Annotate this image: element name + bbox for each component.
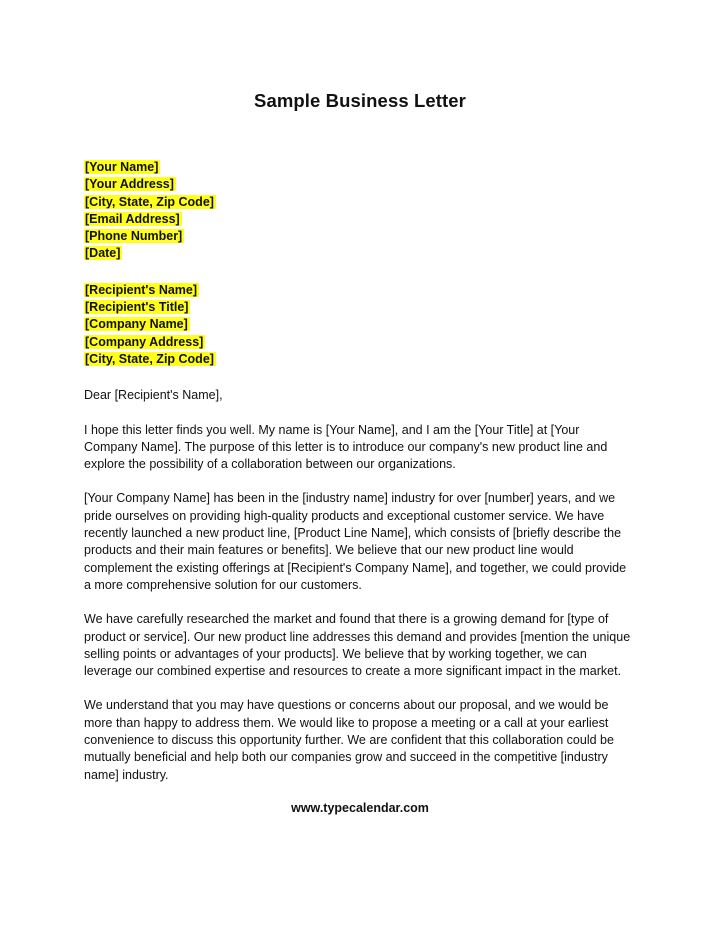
recipient-line — [84, 316, 636, 333]
sender-address: [Your Address] — [85, 177, 174, 192]
sender-email: [Email Address] — [85, 211, 180, 226]
sender-line — [84, 245, 636, 262]
body-paragraph-intro: I hope this letter finds you well. My name is [Your Name], and I am the [Your Title] at [Your Company Name]. The purpose of this letter is to introduce our company's new product line and explore the possibility of a collaboration between our organizations. — [84, 422, 608, 472]
sender-phone: [Phone Number] — [85, 229, 183, 244]
letter-date: [Date] — [85, 246, 121, 261]
recipient-block — [84, 282, 636, 368]
recipient-company-name: [Company Name] — [85, 317, 188, 332]
recipient-line — [84, 299, 636, 316]
body-paragraph-closing: We understand that you may have questions or concerns about our proposal, and we would be more than happy to address them. We would like to propose a meeting or a call at your earliest convenience to discuss this opportunity further. We are confident that this collaboration could be mutually beneficial and help both our companies grow and succeed in the competitive [industry name] industry. — [84, 698, 614, 782]
recipient-name: [Recipient's Name] — [85, 282, 198, 297]
recipient-line — [84, 351, 636, 368]
recipient-company-address: [Company Address] — [85, 334, 204, 349]
recipient-city-state-zip: [City, State, Zip Code] — [85, 351, 214, 366]
body-paragraph-company: [Your Company Name] has been in the [industry name] industry for over [number] years, and we pride ourselves on providing high-quality products and exceptional customer service. We have recently launched a new product line, [Product Line Name], which consists of [briefly describe the products and their main features or benefits]. We believe that our new product line would complement the existing offerings at [Recipient's Company Name], and together, we could provide a more comprehensive solution for our customers. — [84, 491, 627, 592]
sender-line — [84, 176, 636, 193]
recipient-line — [84, 282, 636, 299]
sender-line — [84, 194, 636, 211]
sender-line — [84, 228, 636, 245]
recipient-title: [Recipient's Title] — [85, 300, 189, 315]
salutation: Dear [Recipient's Name], — [84, 388, 223, 403]
sender-line — [84, 159, 636, 176]
sender-line — [84, 211, 636, 228]
footer-website: www.typecalendar.com — [291, 800, 429, 815]
body-paragraph-market: We have carefully researched the market and found that there is a growing demand for [type of product or service]. Our new product line addresses this demand and provides [mention the unique selling points or advantages of your products]. We believe that by working together, we can leverage our combined expertise and resources to create a more significant impact in the market. — [84, 612, 631, 679]
sender-block — [84, 159, 636, 263]
recipient-line — [84, 334, 636, 351]
sender-city-state-zip: [City, State, Zip Code] — [85, 194, 214, 209]
letter-title: Sample Business Letter — [254, 90, 466, 111]
sender-name: [Your Name] — [85, 160, 159, 174]
